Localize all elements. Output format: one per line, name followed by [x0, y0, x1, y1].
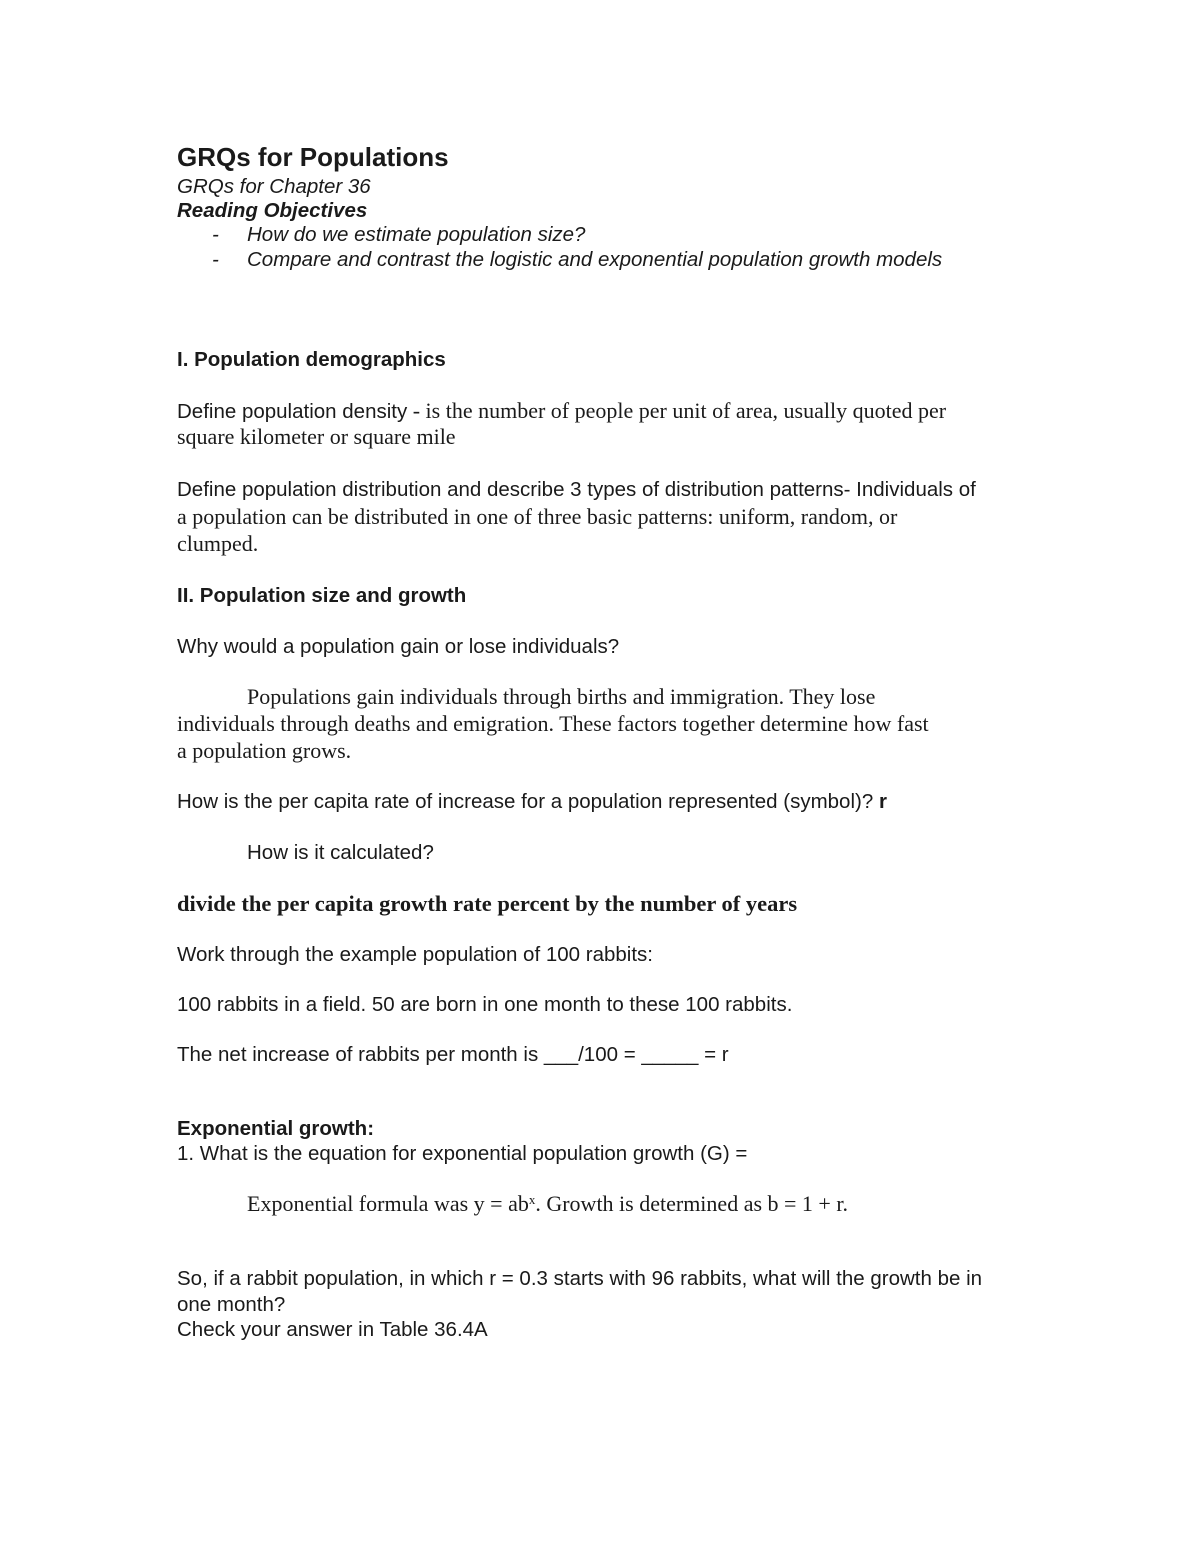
- density-question: [177, 399, 946, 424]
- formula-growth: . Growth is determined as b = 1 + r.: [535, 1191, 848, 1216]
- section-heading-exponential: Exponential growth:: [177, 1117, 375, 1140]
- document-subtitle: GRQs for Chapter 36: [177, 175, 371, 198]
- check-answer-line: Check your answer in Table 36.4A: [177, 1318, 488, 1341]
- gain-lose-question: Why would a population gain or lose individuals?: [177, 635, 620, 658]
- objectives-heading: Reading Objectives: [177, 199, 368, 222]
- gain-lose-answer-line: individuals through deaths and emigration. These factors together determine how fast: [177, 711, 929, 736]
- rabbit-question-line: So, if a rabbit population, in which r = 0.3 starts with 96 rabbits, what will the growth be in: [177, 1267, 983, 1290]
- rabbit-question-line: one month?: [177, 1293, 286, 1316]
- objective-bullet: -: [212, 248, 219, 271]
- rate-question: [177, 790, 887, 814]
- distribution-answer-line: a population can be distributed in one of three basic patterns: uniform, random, or: [177, 504, 898, 529]
- section-heading-demographics: I. Population demographics: [177, 348, 446, 371]
- density-answer-line: square kilometer or square mile: [177, 424, 456, 449]
- objective-bullet: -: [212, 223, 219, 246]
- rate-question-text: How is the per capita rate of increase for a population represented (symbol)?: [177, 790, 879, 813]
- distribution-answer-line: clumped.: [177, 531, 259, 556]
- density-label: Define population density: [177, 400, 408, 423]
- exponential-question: 1. What is the equation for exponential population growth (G) =: [177, 1142, 748, 1165]
- calc-question: How is it calculated?: [247, 841, 434, 864]
- example-line: 100 rabbits in a field. 50 are born in one month to these 100 rabbits.: [177, 993, 793, 1016]
- gain-lose-answer-line: Populations gain individuals through births and immigration. They lose: [247, 684, 876, 709]
- example-intro: Work through the example population of 100 rabbits:: [177, 943, 653, 966]
- document-title: GRQs for Populations: [177, 142, 449, 172]
- net-increase-line: The net increase of rabbits per month is ___/100 = _____ = r: [177, 1043, 729, 1066]
- section-heading-growth: II. Population size and growth: [177, 584, 467, 607]
- formula-exponent: x: [528, 1192, 536, 1207]
- objective-item: How do we estimate population size?: [247, 223, 586, 246]
- calc-answer: divide the per capita growth rate percent by the number of years: [177, 891, 798, 916]
- objective-item: Compare and contrast the logistic and exponential population growth models: [247, 248, 943, 271]
- rate-symbol: r: [878, 790, 887, 813]
- formula-text: Exponential formula was y = ab: [247, 1191, 529, 1216]
- distribution-question: Define population distribution and describe 3 types of distribution patterns- Individuals of: [177, 478, 976, 501]
- gain-lose-answer-line: a population grows.: [177, 738, 352, 763]
- exponential-formula: [247, 1192, 848, 1216]
- density-answer: - is the number of people per unit of area, usually quoted per: [407, 398, 947, 423]
